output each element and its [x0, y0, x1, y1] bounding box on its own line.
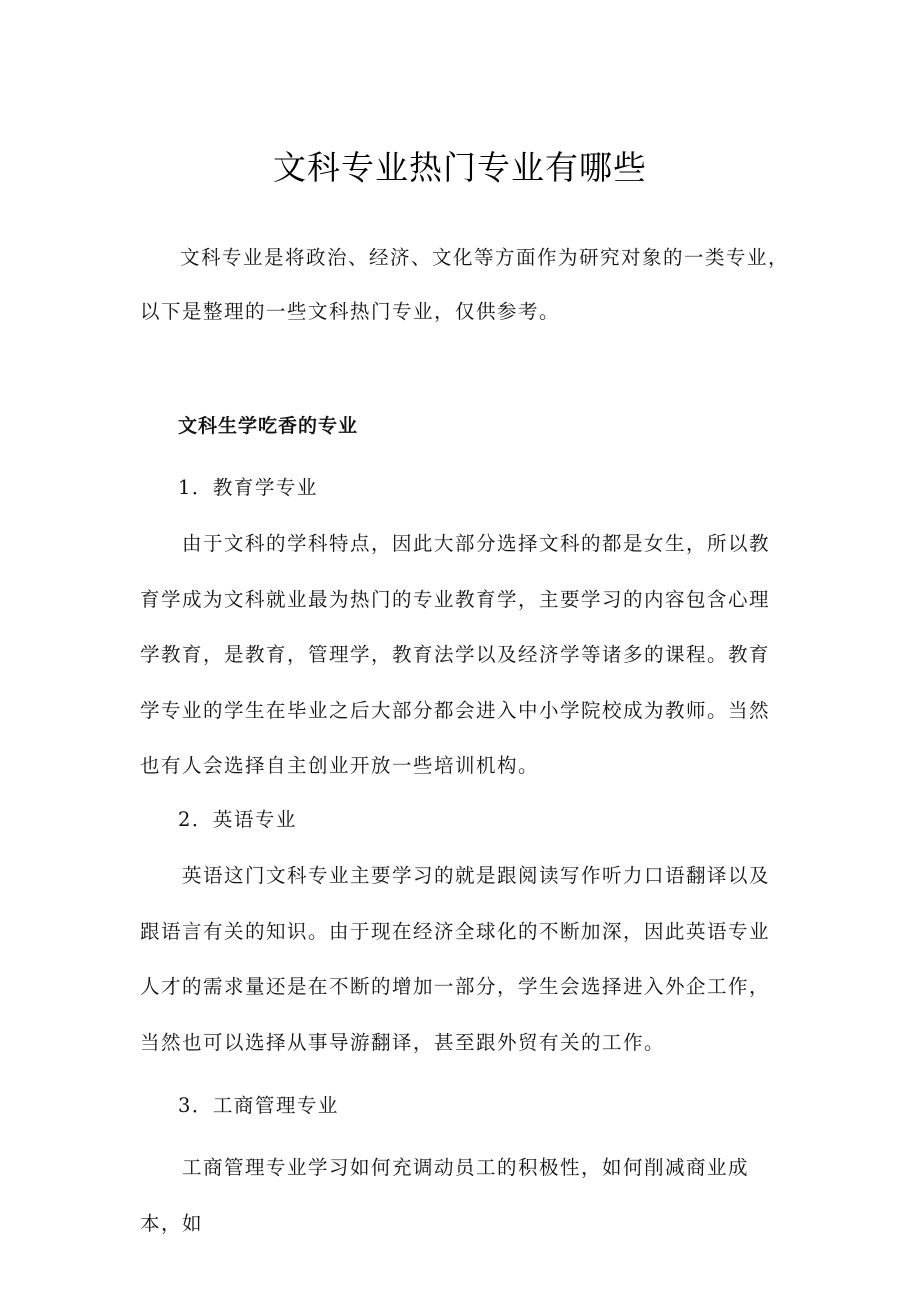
intro-paragraph: 文科专业是将政治、经济、文化等方面作为研究对象的一类专业，以下是整理的一些文科热门专业，仅供参考。	[140, 246, 790, 323]
section-heading: 文科生学吃香的专业	[178, 415, 359, 437]
item-body-education: 由于文科的学科特点，因此大部分选择文科的都是女生，所以教育学成为文科就业最为热门的专业教育学，主要学习的内容包含心理学教育，是教育，管理学，教育法学以及经济学等诸多的课程。教育学专业的学生在毕业之后大部分都会进入中小学院校成为教师。当然也有人会选择自主创业开放一些培训机构。	[140, 532, 771, 777]
item-body-business: 工商管理专业学习如何充调动员工的积极性，如何削减商业成本，如	[140, 1156, 750, 1235]
item-heading-business: 3．工商管理专业	[178, 1094, 339, 1117]
document-title: 文科专业热门专业有哪些	[273, 148, 647, 187]
item-body-english: 英语这门文科专业主要学习的就是跟阅读写作听力口语翻译以及跟语言有关的知识。由于现在经济全球化的不断加深，因此英语专业人才的需求量还是在不断的增加一部分，学生会选择进入外企工作，当然也可以选择从事导游翻译，甚至跟外贸有关的工作。	[140, 864, 771, 1054]
item-heading-english: 2．英语专业	[178, 808, 297, 831]
item-heading-education: 1．教育学专业	[178, 476, 318, 499]
